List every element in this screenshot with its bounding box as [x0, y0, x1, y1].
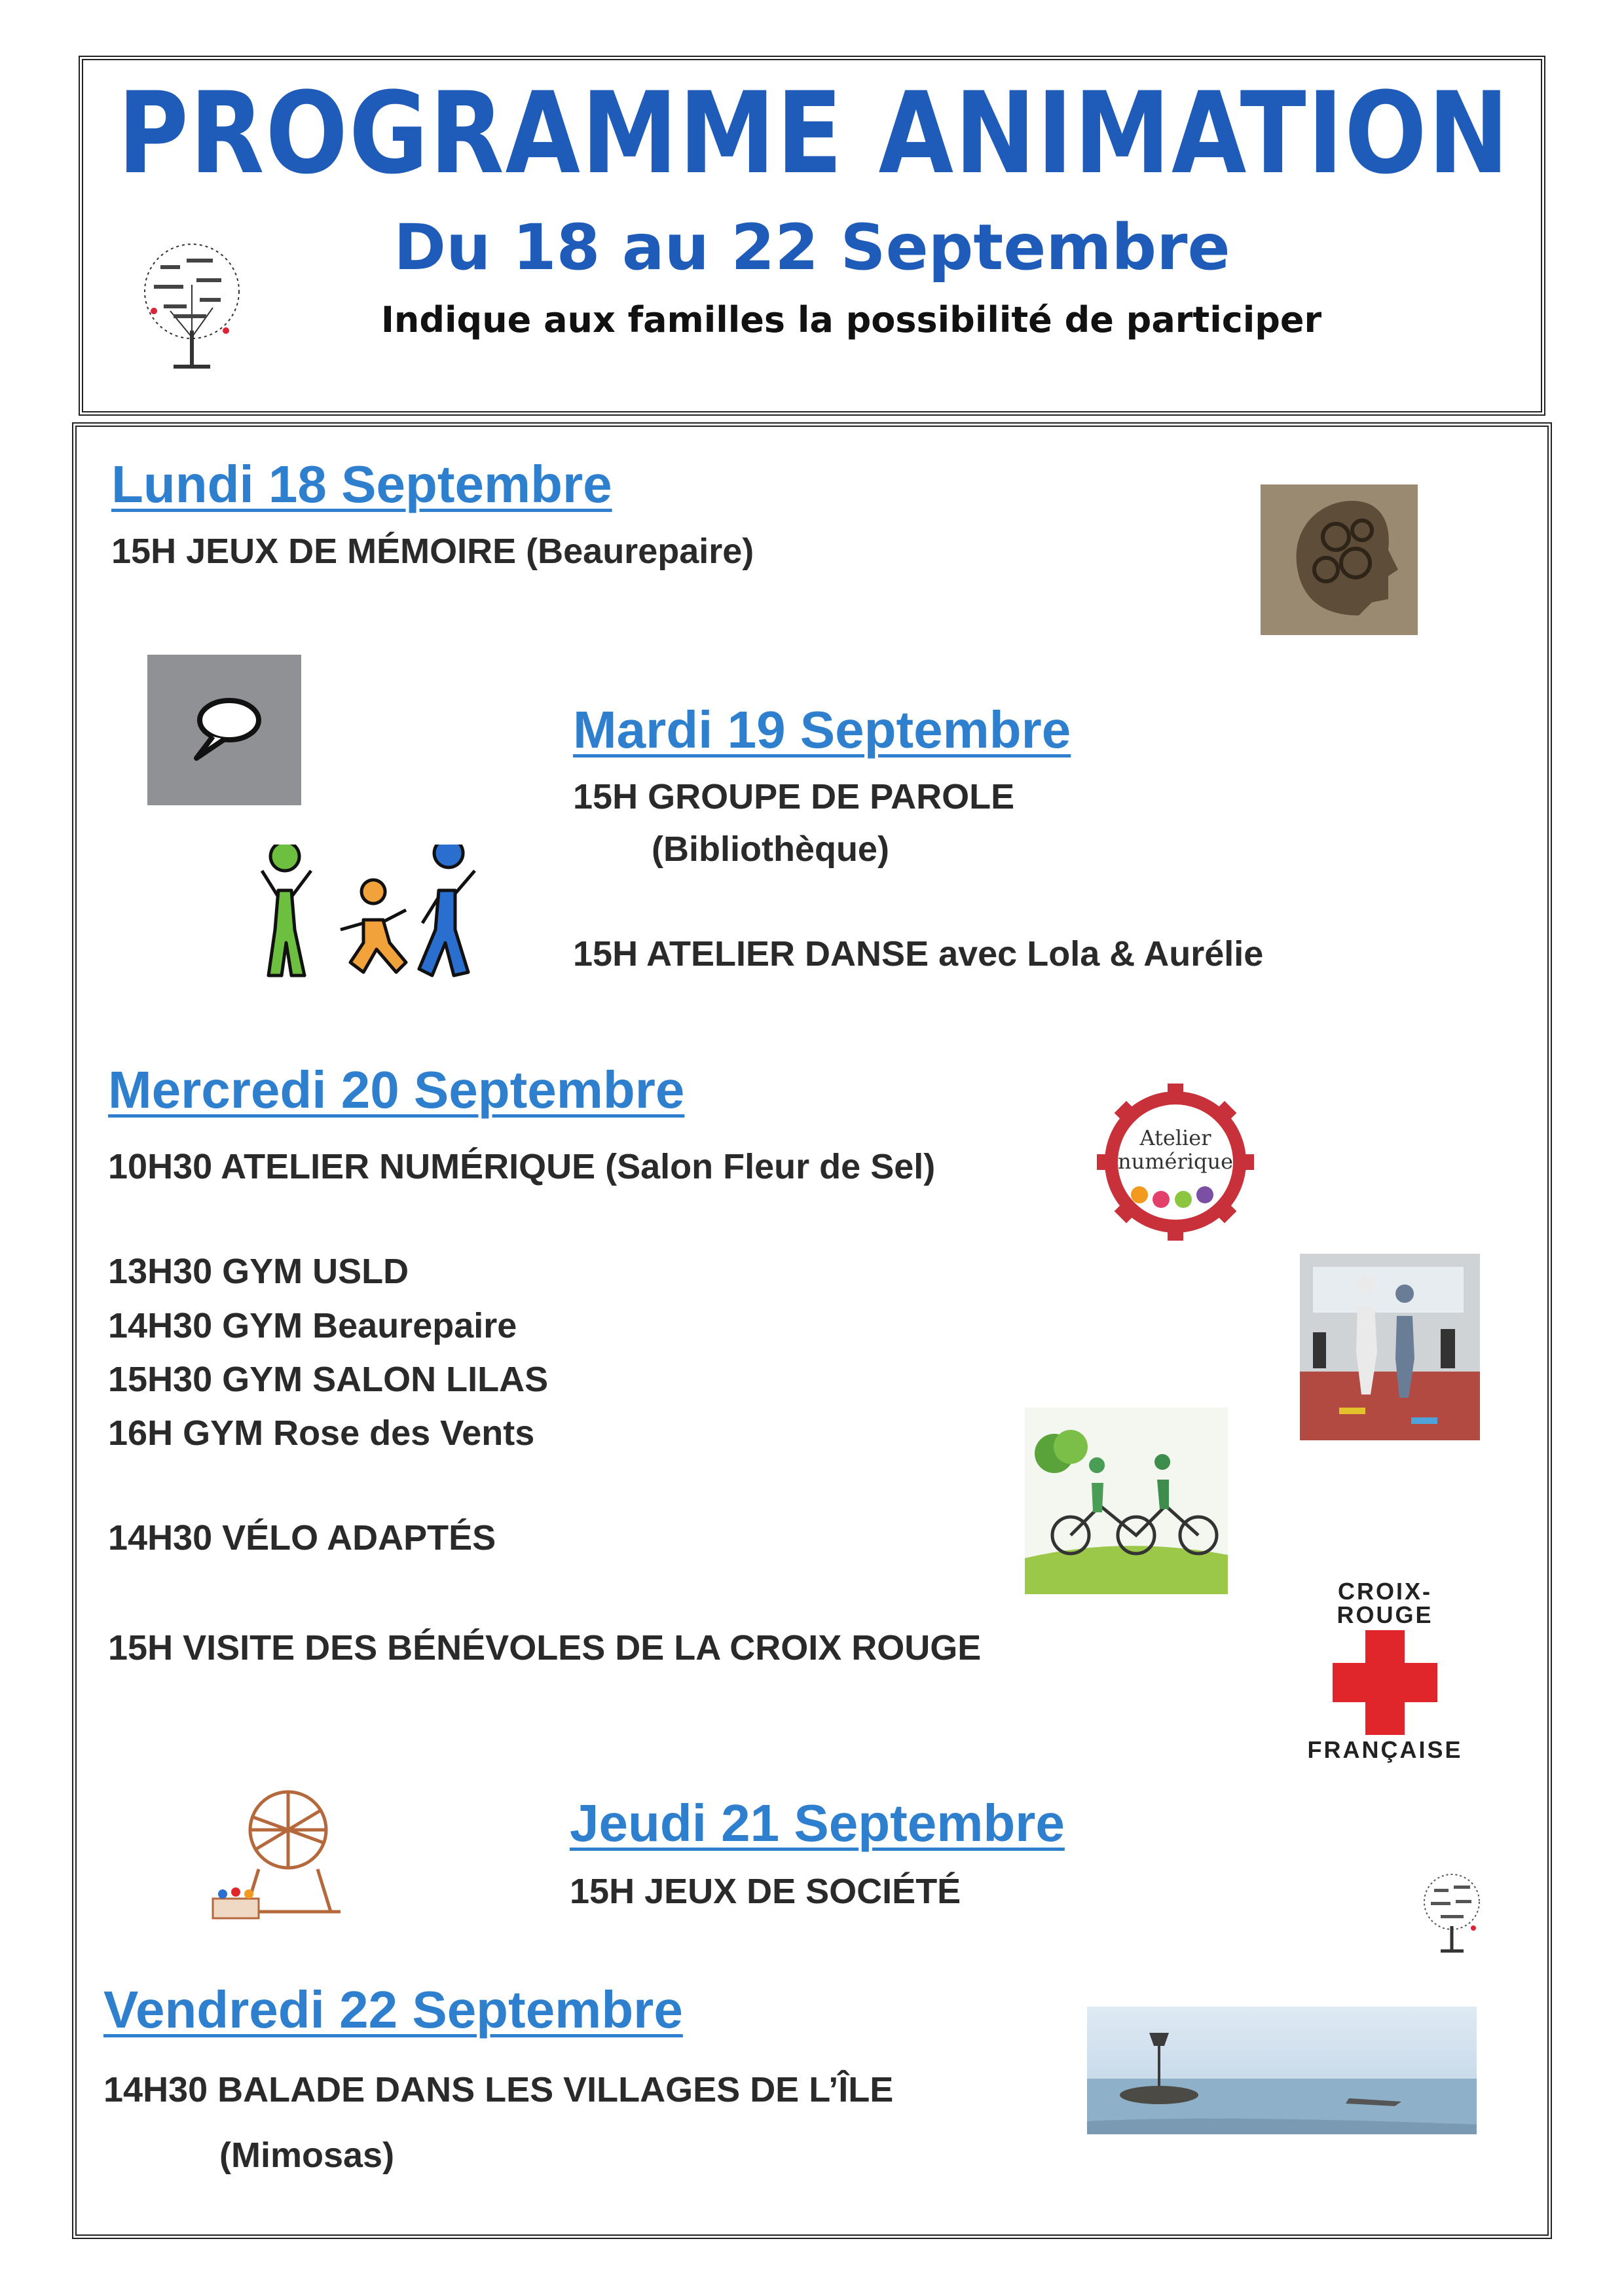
croix-rouge-logo-bottom-text: FRANÇAISE	[1307, 1736, 1463, 1763]
event-vendredi-1-location: (Mimosas)	[219, 2136, 395, 2175]
event-lundi-1: 15H JEUX DE MÉMOIRE (Beaurepaire)	[111, 532, 754, 571]
day-title-jeudi: Jeudi 21 Septembre	[570, 1794, 1065, 1852]
event-mardi-1-location: (Bibliothèque)	[652, 829, 889, 869]
event-vendredi-1: 14H30 BALADE DANS LES VILLAGES DE L’ÎLE	[103, 2070, 894, 2109]
sea-landscape-photo-icon	[1087, 2007, 1477, 2134]
brain-gears-image-icon	[1261, 484, 1418, 635]
event-mardi-2: 15H ATELIER DANSE avec Lola & Aurélie	[573, 934, 1264, 974]
speech-bubble-icon	[147, 655, 301, 805]
dancing-figures-icon	[259, 845, 494, 995]
croix-rouge-logo-top-text: CROIX-ROUGE	[1337, 1578, 1433, 1628]
page-subtitle: Du 18 au 22 Septembre	[394, 211, 1230, 284]
event-mardi-1: 15H GROUPE DE PAROLE	[573, 777, 1015, 816]
tandem-bike-image-icon	[1025, 1408, 1228, 1594]
atelier-logo-line1: Atelier	[1139, 1125, 1211, 1150]
day-title-mardi: Mardi 19 Septembre	[573, 701, 1071, 759]
event-mercredi-5: 16H GYM Rose des Vents	[108, 1413, 535, 1453]
event-mercredi-2: 13H30 GYM USLD	[108, 1252, 409, 1291]
event-jeudi-1: 15H JEUX DE SOCIÉTÉ	[570, 1872, 961, 1911]
event-mercredi-1: 10H30 ATELIER NUMÉRIQUE (Salon Fleur de Sel)	[108, 1147, 936, 1186]
day-title-lundi: Lundi 18 Septembre	[111, 455, 612, 513]
gym-class-photo-icon	[1300, 1254, 1480, 1440]
page-title: PROGRAMME ANIMATION	[117, 67, 1511, 199]
page-tagline: Indique aux familles la possibilité de participer	[380, 299, 1322, 340]
event-mercredi-3: 14H30 GYM Beaurepaire	[108, 1306, 517, 1345]
bingo-cage-icon	[200, 1777, 370, 1928]
croix-rouge-logo	[1290, 1568, 1480, 1763]
atelier-numerique-logo	[1094, 1080, 1257, 1244]
small-tree-logo-icon	[1418, 1866, 1486, 1958]
tree-logo-icon	[134, 232, 249, 376]
event-mercredi-6: 14H30 VÉLO ADAPTÉS	[108, 1518, 496, 1558]
day-title-vendredi: Vendredi 22 Septembre	[103, 1980, 683, 2039]
event-mercredi-4: 15H30 GYM SALON LILAS	[108, 1360, 549, 1399]
event-mercredi-7: 15H VISITE DES BÉNÉVOLES DE LA CROIX ROUGE	[108, 1628, 982, 1667]
atelier-logo-line2: numérique	[1117, 1149, 1234, 1174]
day-title-mercredi: Mercredi 20 Septembre	[108, 1061, 685, 1119]
